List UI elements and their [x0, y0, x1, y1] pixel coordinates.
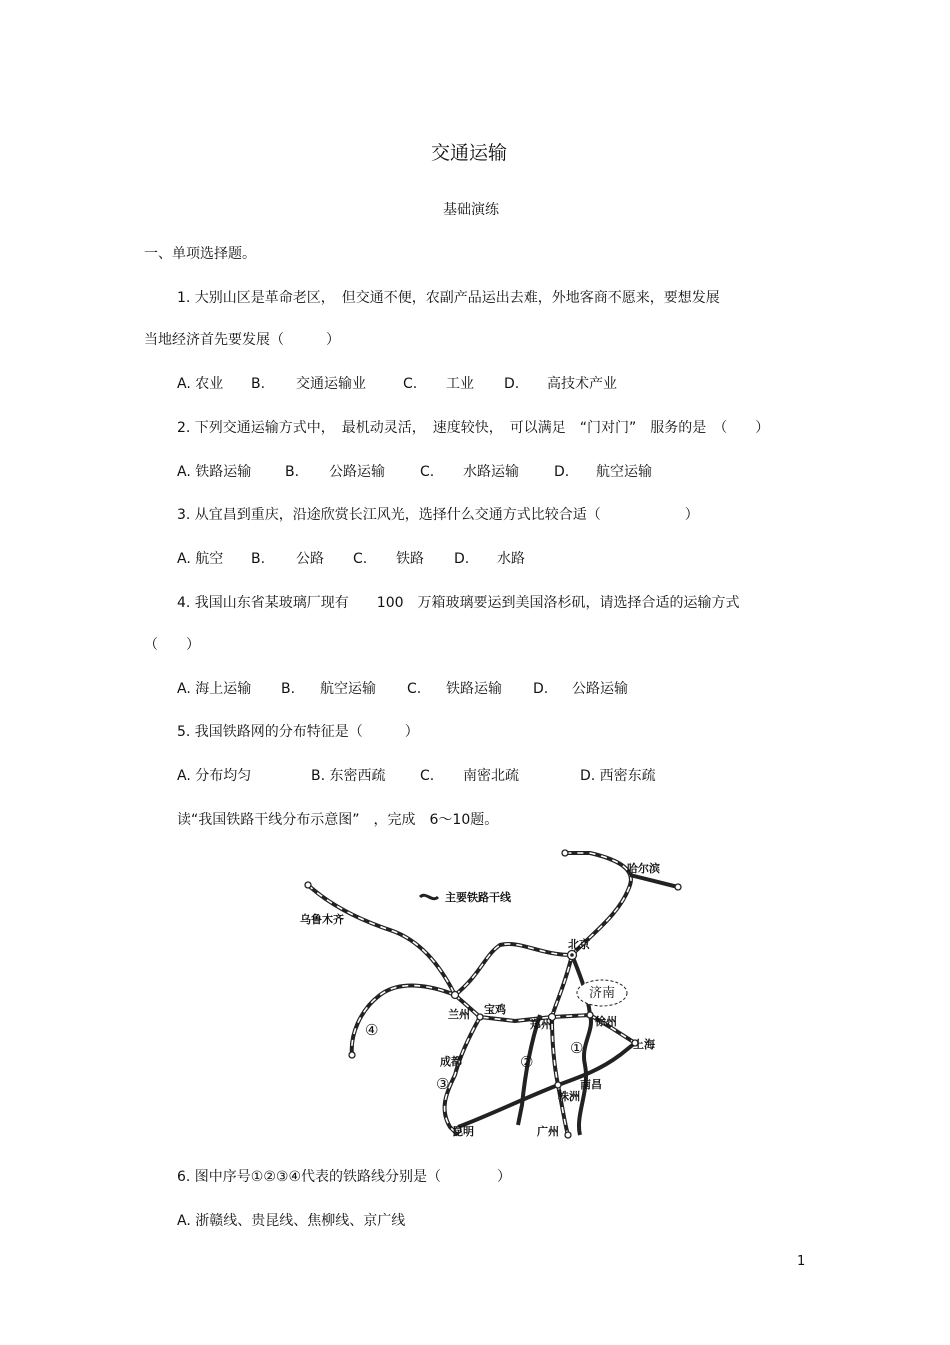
option-c-letter: C. — [407, 681, 422, 697]
city-guangzhou: 广州 — [537, 1125, 559, 1138]
option-b-letter: B. — [251, 551, 266, 567]
question-1-stem-cont: 当地经济首先要发展（ ） — [144, 332, 340, 348]
option-c-text: 铁路 — [396, 551, 424, 567]
city-shanghai: 上海 — [633, 1038, 655, 1051]
question-4-stem: 4. 我国山东省某玻璃厂现有 100 万箱玻璃要运到美国洛杉矶，请选择合适的运输方式 — [177, 595, 740, 611]
city-lanzhou: 兰州 — [448, 1008, 470, 1021]
option-d-text: 公路运输 — [572, 681, 628, 697]
option-b-text: 航空运输 — [320, 681, 376, 697]
legend-label: 主要铁路干线 — [445, 891, 511, 904]
city-chengdu: 成都 — [440, 1055, 462, 1068]
option-c-letter: C. — [420, 464, 435, 480]
question-2-stem: 2. 下列交通运输方式中， 最机动灵活， 速度较快， 可以满足 “门对门” 服务的是 （ ） — [177, 420, 770, 436]
option-b-letter: B. — [285, 464, 300, 480]
option-d-text: 高技术产业 — [547, 376, 617, 392]
city-harbin: 哈尔滨 — [627, 862, 660, 875]
option-d-text: 航空运输 — [596, 464, 652, 480]
option-b: B. 东密西疏 — [311, 768, 386, 784]
option-c-text: 水路运输 — [463, 464, 519, 480]
page-title: 交通运输 — [431, 142, 508, 164]
question-5-stem: 5. 我国铁路网的分布特征是（ ） — [177, 724, 419, 740]
option-d-letter: D. — [454, 551, 470, 567]
option-d-text: 水路 — [497, 551, 525, 567]
question-6-option-a: A. 浙赣线、贵昆线、焦柳线、京广线 — [177, 1213, 406, 1229]
option-b-text: 公路运输 — [329, 464, 385, 480]
marker-1: ① — [570, 1039, 584, 1057]
option-d: D. 西密东疏 — [580, 768, 656, 784]
option-a: A. 航空 — [177, 551, 224, 567]
option-b-letter: B. — [281, 681, 296, 697]
option-c-text: 工业 — [446, 376, 474, 392]
option-d-letter: D. — [504, 376, 520, 392]
page-number: 1 — [797, 1254, 806, 1269]
option-c-letter: C. — [353, 551, 368, 567]
option-a: A. 分布均匀 — [177, 768, 252, 784]
option-b-text: 交通运输业 — [296, 376, 366, 392]
question-1-stem: 1. 大别山区是革命老区， 但交通不便，农副产品运出去难，外地客商不愿来，要想发展 — [177, 290, 720, 306]
question-6-stem: 6. 图中序号①②③④代表的铁路线分别是（ ） — [177, 1169, 512, 1185]
railway-map — [290, 845, 700, 1145]
option-c-text: 南密北疏 — [463, 768, 519, 784]
option-c-letter: C. — [403, 376, 418, 392]
option-d-letter: D. — [554, 464, 570, 480]
city-urumqi: 乌鲁木齐 — [300, 913, 344, 926]
marker-3: ③ — [436, 1075, 450, 1093]
option-b-letter: B. — [251, 376, 266, 392]
option-a: A. 农业 — [177, 376, 224, 392]
map-question-intro: 读“我国铁路干线分布示意图” ，完成 6～10题。 — [177, 812, 499, 828]
page-subtitle: 基础演练 — [443, 202, 499, 218]
option-d-letter: D. — [533, 681, 549, 697]
marker-2: ② — [520, 1053, 534, 1071]
question-3-stem: 3. 从宜昌到重庆，沿途欣赏长江风光，选择什么交通方式比较合适（ ） — [177, 507, 699, 523]
marker-4: ④ — [365, 1021, 379, 1039]
city-xuzhou: 徐州 — [595, 1015, 617, 1028]
city-zhuzhou: 株洲 — [558, 1090, 580, 1103]
city-beijing: 北京 — [568, 938, 590, 951]
city-baoji: 宝鸡 — [484, 1003, 506, 1016]
city-zhengzhou: 郑州 — [530, 1018, 552, 1031]
city-nanchang: 南昌 — [580, 1078, 602, 1091]
section-heading: 一、单项选择题。 — [144, 246, 256, 262]
option-a: A. 海上运输 — [177, 681, 252, 697]
legend — [420, 890, 512, 904]
option-c-letter: C. — [420, 768, 435, 784]
option-c-text: 铁路运输 — [446, 681, 502, 697]
city-kunming: 昆明 — [452, 1125, 474, 1138]
option-b-text: 公路 — [296, 551, 324, 567]
city-jinan: 济南 — [589, 986, 616, 1001]
question-4-stem-cont: （ ） — [144, 637, 200, 653]
option-a: A. 铁路运输 — [177, 464, 252, 480]
